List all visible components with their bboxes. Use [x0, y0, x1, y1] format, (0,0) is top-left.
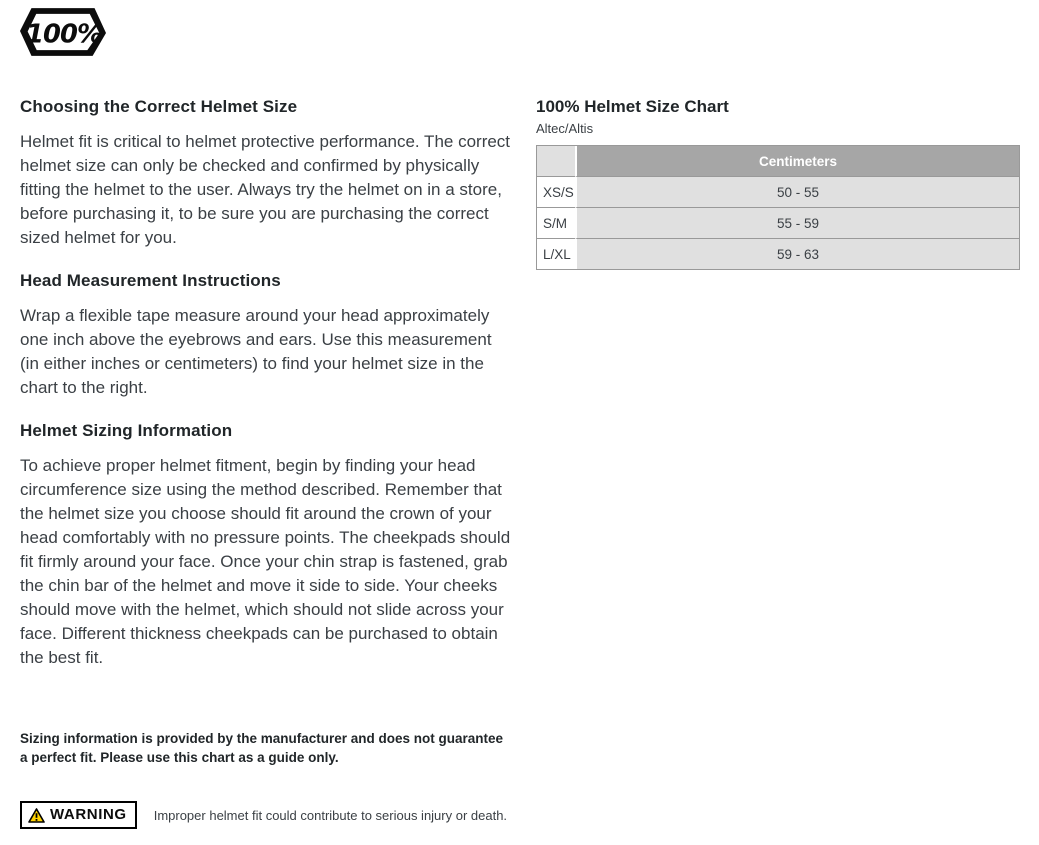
warning-row	[20, 801, 514, 829]
table-row-size-label: XS/S	[537, 176, 575, 207]
size-chart-column	[536, 96, 1020, 270]
size-chart-title: 100% Helmet Size Chart	[536, 97, 729, 116]
instructions-column	[20, 96, 514, 829]
warning-badge-label: WARNING	[50, 806, 127, 823]
warning-badge	[20, 801, 137, 829]
section-heading: Helmet Sizing Information	[20, 421, 233, 440]
table-row-cm-value: 50 - 55	[575, 176, 1019, 207]
table-row-size-label: S/M	[537, 207, 575, 238]
section-heading: Choosing the Correct Helmet Size	[20, 97, 298, 116]
size-chart-table	[536, 145, 1020, 270]
section-head-measurement	[20, 270, 514, 400]
table-row-size-label: L/XL	[537, 238, 575, 269]
section-choosing-size	[20, 96, 514, 250]
section-body: To achieve proper helmet fitment, begin by finding your head circumference size using the method described. Remember that the helmet size you choose should fit around the crown of your head comfortably with no pressure points. The cheekpads should fit firmly around your face. Once your chin strap is fastened, grab the chin bar of the helmet and move it side to side. Your cheeks should move with the helmet, which should not slide across your face. Different thickness cheekpads can be purchased to obtain the best fit.	[20, 456, 511, 667]
section-sizing-information	[20, 420, 514, 670]
table-row-cm-value: 55 - 59	[575, 207, 1019, 238]
warning-text: Improper helmet fit could contribute to serious injury or death.	[153, 807, 508, 823]
100-percent-logo	[20, 8, 106, 56]
table-corner-cell	[537, 146, 575, 176]
table-column-header: Centimeters	[575, 146, 1019, 176]
disclaimer-note: Sizing information is provided by the manufacturer and does not guarantee a perfect fit. Please use this chart as a guide only.	[20, 731, 504, 765]
section-body: Wrap a flexible tape measure around your head approximately one inch above the eyebrows and ears. Use this measurement (in either inches or centimeters) to find your helmet size in the chart to the right.	[20, 306, 492, 397]
size-chart-subtitle: Altec/Altis	[536, 121, 594, 136]
100-percent-logo-badge	[20, 8, 106, 56]
section-body: Helmet fit is critical to helmet protective performance. The correct helmet size can only be checked and confirmed by physically fitting the helmet to the user. Always try the helmet on in a store, before purchasing it, to be sure you are purchasing the correct sized helmet for you.	[20, 132, 511, 247]
warning-triangle-icon	[28, 808, 45, 823]
section-heading: Head Measurement Instructions	[20, 271, 281, 290]
logo-text: 100%	[26, 19, 102, 50]
table-row-cm-value: 59 - 63	[575, 238, 1019, 269]
